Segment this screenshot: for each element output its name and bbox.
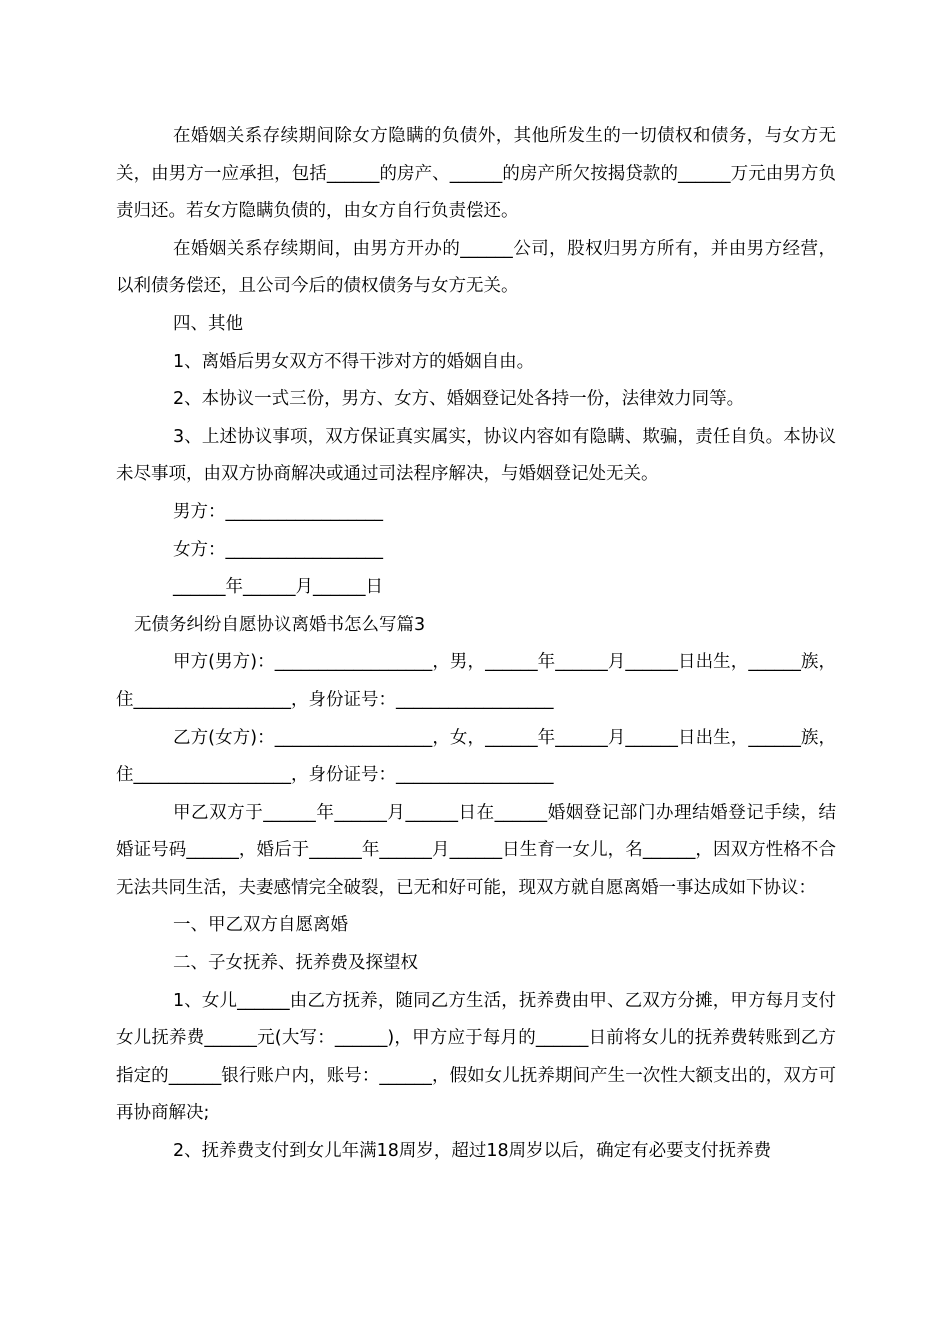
section-heading-other: 四、其他	[173, 313, 243, 334]
party-b-info: 乙方(女方)：__________________，女，______年______月______日出生，______族，住__________________，身份证号：__________________	[116, 727, 836, 786]
clause-truthfulness: 3、上述协议事项，双方保证真实属实，协议内容如有隐瞒、欺骗，责任自负。本协议未尽事项，由双方协商解决或通过司法程序解决，与婚姻登记处无关。	[116, 426, 836, 485]
paragraph-debt-liability: 在婚姻关系存续期间除女方隐瞒的负债外，其他所发生的一切债权和债务，与女方无关，由男方一应承担，包括______的房产、______的房产所欠按揭贷款的______万元由男方负责归还。若女方隐瞒负债的，由女方自行负责偿还。	[116, 126, 836, 222]
paragraph-company-ownership: 在婚姻关系存续期间，由男方开办的______公司，股权归男方所有，并由男方经营，以利债务偿还，且公司今后的债权债务与女方无关。	[116, 238, 836, 297]
heading-child-custody: 二、子女抚养、抚养费及探望权	[173, 953, 418, 974]
clause-marriage-freedom: 1、离婚后男女双方不得干涉对方的婚姻自由。	[173, 351, 535, 372]
clause-child-support: 1、女儿______由乙方抚养，随同乙方生活，抚养费由甲、乙双方分摊，甲方每月支付女儿抚养费______元(大写：______)，甲方应于每月的______日前将女儿的抚养费转账到乙方指定的______银行账户内，账号：______，假如女儿抚养期间产生一次性大额支出的，双方可再协商解决;	[116, 990, 836, 1124]
paragraph-marriage-background: 甲乙双方于______年______月______日在______婚姻登记部门办理结婚登记手续，结婚证号码______，婚后于______年______月______日生育一女儿，名______，因双方性格不合无法共同生活，夫妻感情完全破裂，已无和好可能，现双方就自愿离婚一事达成如下协议：	[116, 802, 836, 898]
signature-date: ______年______月______日	[173, 577, 383, 598]
clause-copies: 2、本协议一式三份，男方、女方、婚姻登记处各持一份，法律效力同等。	[173, 389, 745, 410]
signature-male: 男方：__________________	[173, 501, 383, 522]
section-title: 无债务纠纷自愿协议离婚书怎么写篇3	[134, 614, 426, 635]
clause-support-duration: 2、抚养费支付到女儿年满18周岁，超过18周岁以后，确定有必要支付抚养费	[173, 1141, 772, 1162]
signature-female: 女方：__________________	[173, 539, 383, 560]
heading-voluntary-divorce: 一、甲乙双方自愿离婚	[173, 915, 348, 936]
party-a-info: 甲方(男方)：__________________，男，______年______月______日出生，______族，住__________________，身份证号：__________________	[116, 652, 836, 710]
document-body	[116, 118, 836, 1171]
